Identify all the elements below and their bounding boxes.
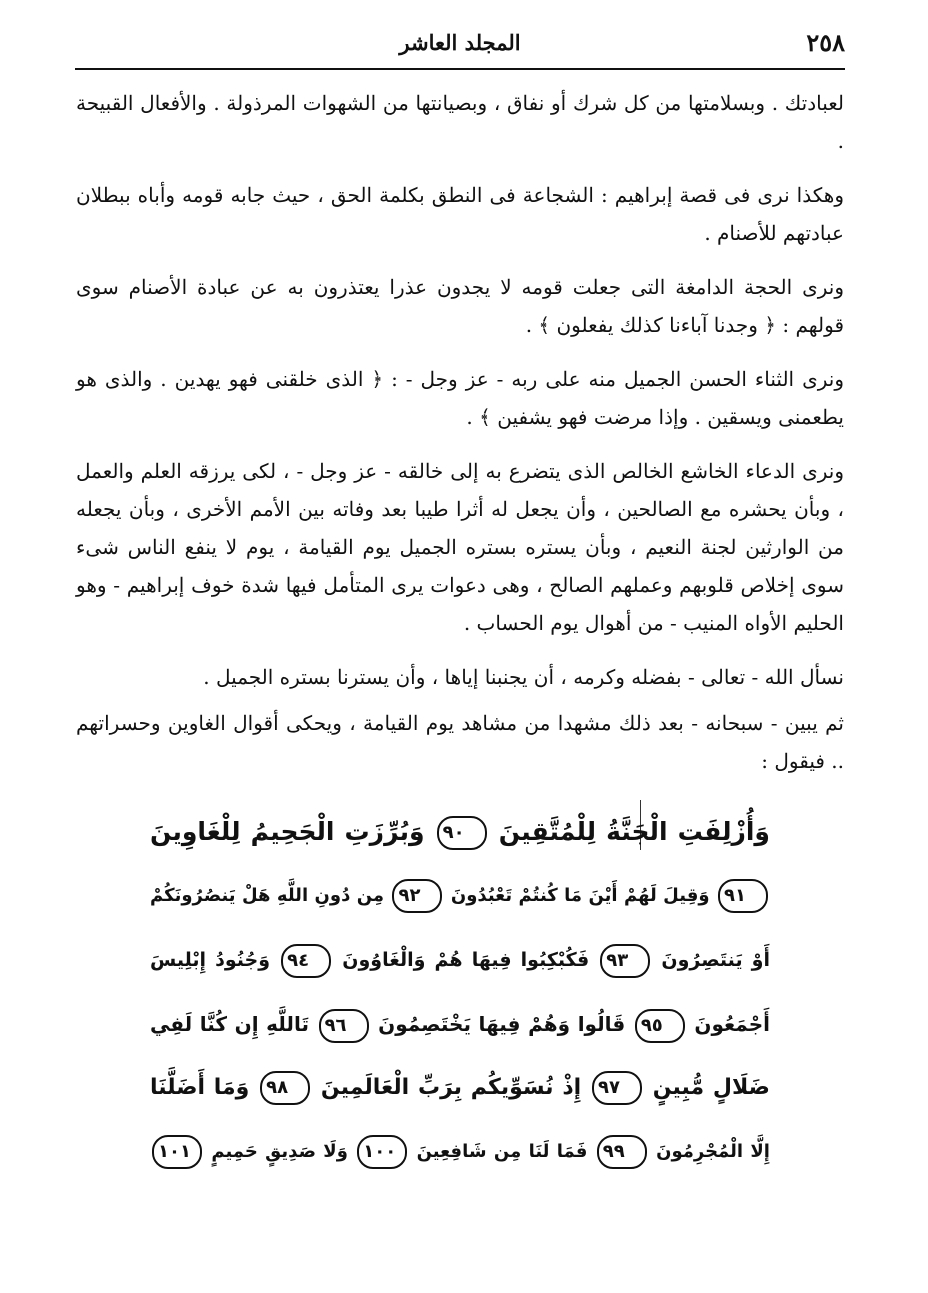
verse-number-marker: ٩٨: [260, 1071, 310, 1105]
paragraph: ثم يبين - سبحانه - بعد ذلك مشهدا من مشاهد يوم القيامة ، ويحكى أقوال الغاوين وحسراتهم .. فيقول :: [76, 711, 844, 773]
verse-text: ضَلَالٍ مُّبِينٍ: [652, 1075, 770, 1100]
running-title: المجلد العاشر: [399, 30, 521, 55]
verse-number-marker: ٩١: [718, 879, 768, 913]
page-header: [75, 28, 845, 64]
verse-line: [150, 992, 770, 1056]
paragraph: نسأل الله - تعالى - بفضله وكرمه ، أن يجنبنا إياها ، وأن يسترنا بستره الجميل .: [203, 665, 844, 689]
verse-text: تَاللَّهِ إِن كُنَّا لَفِي: [150, 1012, 309, 1036]
verse-number-marker: ٩٦: [319, 1009, 369, 1043]
verse-number-marker: ٩٠: [437, 816, 487, 850]
verse-text: وَجُنُودُ إِبْلِيسَ: [150, 949, 271, 971]
verse-number-marker: ٩٥: [635, 1009, 685, 1043]
paragraph: لعبادتك . وبسلامتها من كل شرك أو نفاق ، وبصيانتها من الشهوات المرذولة . والأفعال القبيحة .: [76, 91, 844, 153]
commentary-text: [76, 84, 844, 796]
page-number: ٢٥٨: [806, 28, 845, 57]
verse-number-marker: ١٠١: [152, 1135, 202, 1169]
verse-text: أَجْمَعُونَ: [694, 1012, 770, 1036]
verse-text: فَكُبْكِبُوا فِيهَا هُمْ وَالْغَاوُونَ: [342, 949, 590, 971]
verse-text: وَأُزْلِفَتِ الْجَنَّةُ لِلْمُتَّقِينَ: [498, 817, 770, 846]
verse-text: أَوْ يَنتَصِرُونَ: [661, 949, 770, 971]
verse-line: [150, 864, 770, 928]
verse-line: [150, 1056, 770, 1120]
paragraph: ونرى الثناء الحسن الجميل منه على ربه - عز وجل - : ﴿ الذى خلقنى فهو يهدين . والذى هو يطعمنى ويسقين . وإذا مرضت فهو يشفين ﴾ .: [76, 367, 844, 429]
verse-line: [150, 800, 770, 864]
quran-verses-block: [150, 800, 770, 1184]
paragraph: ونرى الحجة الدامغة التى جعلت قومه لا يجدون عذرا يعتذرون به عن عبادة الأصنام سوى قولهم : ﴿ وجدنا آباءنا كذلك يفعلون ﴾ .: [76, 275, 844, 337]
verse-number-marker: ٩٣: [600, 944, 650, 978]
verse-line: [150, 1120, 770, 1184]
verse-number-marker: ٩٢: [392, 879, 442, 913]
header-divider: [75, 68, 845, 70]
verse-text: مِن دُونِ اللَّهِ هَلْ يَنصُرُونَكُمْ: [150, 885, 385, 906]
verse-text: فَمَا لَنَا مِن شَافِعِينَ: [416, 1141, 588, 1162]
verse-text: قَالُوا وَهُمْ فِيهَا يَخْتَصِمُونَ: [378, 1012, 626, 1036]
verse-text: إِلَّا الْمُجْرِمُونَ: [656, 1141, 770, 1162]
verse-text: وَقِيلَ لَهُمْ أَيْنَ مَا كُنتُمْ تَعْبُدُونَ: [450, 885, 710, 906]
verse-number-marker: ٩٩: [597, 1135, 647, 1169]
verse-text: إِذْ نُسَوِّيكُم بِرَبِّ الْعَالَمِينَ: [320, 1075, 582, 1100]
paragraph: وهكذا نرى فى قصة إبراهيم : الشجاعة فى النطق بكلمة الحق ، حيث جابه قومه وأباه ببطلان عبادتهم للأصنام .: [76, 183, 844, 245]
verse-text: وَلَا صَدِيقٍ حَمِيمٍ: [211, 1141, 348, 1162]
verse-text: وَبُرِّزَتِ الْجَحِيمُ لِلْغَاوِينَ: [150, 817, 425, 846]
verse-number-marker: ٩٤: [281, 944, 331, 978]
paragraph: ونرى الدعاء الخاشع الخالص الذى يتضرع به إلى خالقه - عز وجل - ، لكى يرزقه العلم والعمل ، وبأن يحشره مع الصالحين ، وأن يجعل له أثرا طيبا بعد وفاته بين الأمم الأخرى ، وبأن يجعله من الوارثين لجنة النعيم ، وبأن يستره بستره الجميل يوم القيامة ، يوم لا ينفع الناس شىء سوى إخلاص قلوبهم وعملهم الصالح ، وهى دعوات يرى المتأمل فيها شدة خوف إبراهيم - وهو الحليم الأواه المنيب - من أهوال يوم الحساب .: [76, 459, 845, 635]
verse-line: [150, 928, 770, 992]
verse-number-marker: ١٠٠: [357, 1135, 407, 1169]
verse-number-marker: ٩٧: [592, 1071, 642, 1105]
verse-text: وَمَا أَضَلَّنَا: [150, 1075, 250, 1100]
